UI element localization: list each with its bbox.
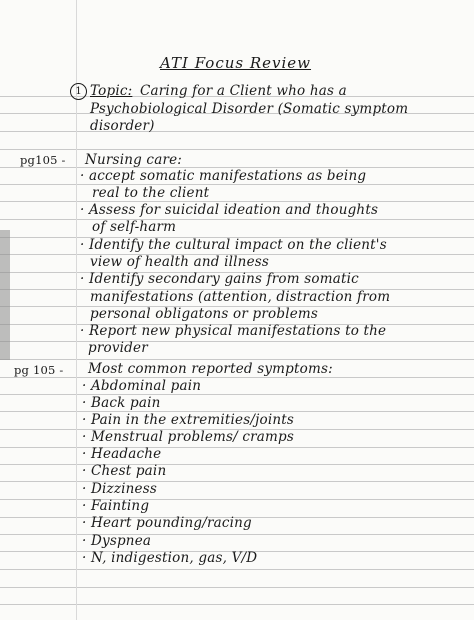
symptom-item: · Chest pain bbox=[82, 463, 167, 479]
nursing-care-heading: Nursing care: bbox=[85, 152, 183, 168]
symptom-item: · Heart pounding/racing bbox=[82, 515, 252, 531]
topic-line-1: Caring for a Client who has a bbox=[140, 83, 347, 99]
symptom-item: · Fainting bbox=[82, 498, 150, 514]
nursing-care-line: · Identify the cultural impact on the client's bbox=[80, 237, 387, 253]
nursing-care-line: manifestations (attention, distraction from bbox=[90, 289, 391, 305]
nursing-care-line: · Identify secondary gains from somatic bbox=[80, 271, 359, 287]
symptom-item: · Dizziness bbox=[82, 481, 158, 497]
topic-number-badge: 1 bbox=[70, 83, 87, 100]
nursing-care-line: · Report new physical manifestations to the bbox=[80, 323, 387, 339]
nursing-care-page-ref: pg105 - bbox=[20, 153, 66, 167]
topic-line-2: Psychobiological Disorder (Somatic symptom bbox=[90, 101, 409, 117]
symptom-item: · N, indigestion, gas, V/D bbox=[82, 550, 258, 566]
topic-line-3: disorder) bbox=[90, 118, 155, 134]
nursing-care-line: provider bbox=[88, 340, 148, 356]
symptom-item: · Back pain bbox=[82, 395, 161, 411]
symptom-item: · Pain in the extremities/joints bbox=[82, 412, 294, 428]
scan-shadow bbox=[0, 230, 10, 360]
nursing-care-line: · Assess for suicidal ideation and thoughts bbox=[80, 202, 379, 218]
page-title: ATI Focus Review bbox=[160, 54, 312, 72]
symptom-item: · Abdominal pain bbox=[82, 378, 202, 394]
topic-label: Topic: bbox=[90, 83, 133, 99]
nursing-care-line: · accept somatic manifestations as being bbox=[80, 168, 367, 184]
symptom-item: · Dyspnea bbox=[82, 533, 152, 549]
nursing-care-line: view of health and illness bbox=[90, 254, 270, 270]
nursing-care-line: personal obligatons or problems bbox=[90, 306, 319, 322]
nursing-care-line: of self-harm bbox=[92, 219, 177, 235]
symptoms-heading: Most common reported symptoms: bbox=[88, 361, 333, 377]
symptom-item: · Headache bbox=[82, 446, 162, 462]
symptom-item: · Menstrual problems/ cramps bbox=[82, 429, 295, 445]
symptoms-page-ref: pg 105 - bbox=[14, 363, 64, 377]
nursing-care-line: real to the client bbox=[92, 185, 210, 201]
